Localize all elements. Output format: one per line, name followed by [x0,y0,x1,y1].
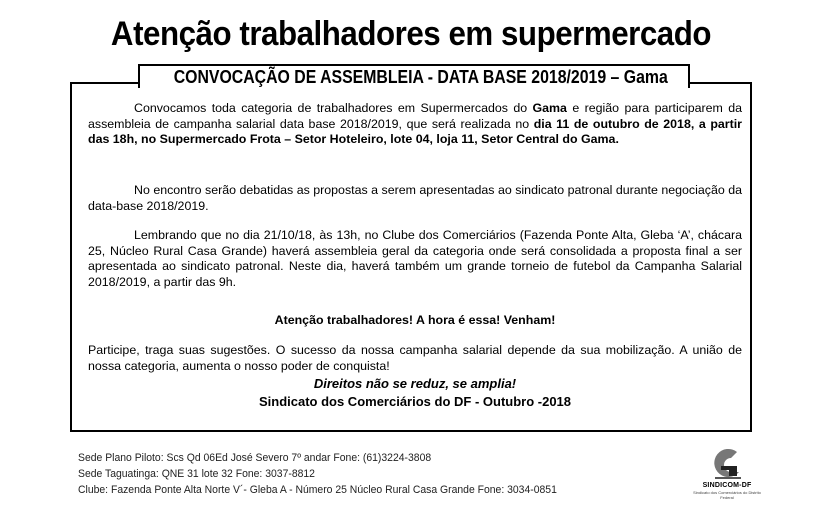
p1-bold-gama: Gama [532,101,567,115]
p1-text-2: e região para participarem da assembleia de campanha salarial data base 2018/2019, que será realizada no [88,101,742,131]
footer-line-clube: Clube: Fazenda Ponte Alta Norte V´- Gleba A - Número 25 Núcleo Rural Casa Grande Fone: 3034-0851 [78,484,557,496]
p1-text-1: Convocamos toda categoria de trabalhadores em Supermercados do [134,101,533,115]
call-to-action: Atenção trabalhadores! A hora é essa! Venham! [274,313,556,327]
sindicom-logo-icon [707,446,747,482]
p1-bold-date-place: dia 11 de outubro de 2018, a partir das 18h, no Supermercado Frota – Setor Hoteleiro, lote 04, loja 11, Setor Central do Gama. [88,116,742,146]
paragraph-debate: No encontro serão debatidas as propostas a serem apresentadas ao sindicato patronal durante negociação da data-base 2018/2019. [88,183,742,213]
signature: Sindicato dos Comerciários do DF - Outubro -2018 [258,394,572,409]
paragraph-convocation [88,101,742,148]
footer-addresses [78,450,678,498]
logo-tagline: Sindicato dos Comerciários do Distrito Federal [693,490,761,500]
headline: Atenção trabalhadores em supermercado [110,15,712,53]
paragraph-general-assembly: Lembrando que no dia 21/10/18, às 13h, no Clube dos Comerciários (Fazenda Ponte Alta, Gleba ‘A’, chácara 25, Núcleo Rural Casa Grande) haverá assembleia geral da categoria onde será consolidada a proposta final a ser apresentada ao sindicato patronal. Neste dia, haverá também um grande torneio de futebol da Campanha Salarial 2018/2019, a partir das 9h. [88,228,742,289]
logo-name: SINDICOM-DF [702,482,752,489]
paragraph-participate: Participe, traga suas sugestões. O sucesso da nossa campanha salarial depende da sua mobilização. A união de nossa categoria, aumenta o nosso poder de conquista! [88,343,742,373]
sindicom-logo [692,446,762,506]
assembly-subtitle [138,64,690,88]
slogan: Direitos não se reduz, se amplia! [313,376,517,391]
assembly-subtitle-text: CONVOCAÇÃO DE ASSEMBLEIA - DATA BASE 2018/2019 – Gama [173,67,668,87]
footer-line-taguatinga: Sede Taguatinga: QNE 31 lote 32 Fone: 3037-8812 [78,468,315,480]
footer-line-plano-piloto: Sede Plano Piloto: Scs Qd 06Ed José Severo 7º andar Fone: (61)3224-3808 [78,452,432,464]
